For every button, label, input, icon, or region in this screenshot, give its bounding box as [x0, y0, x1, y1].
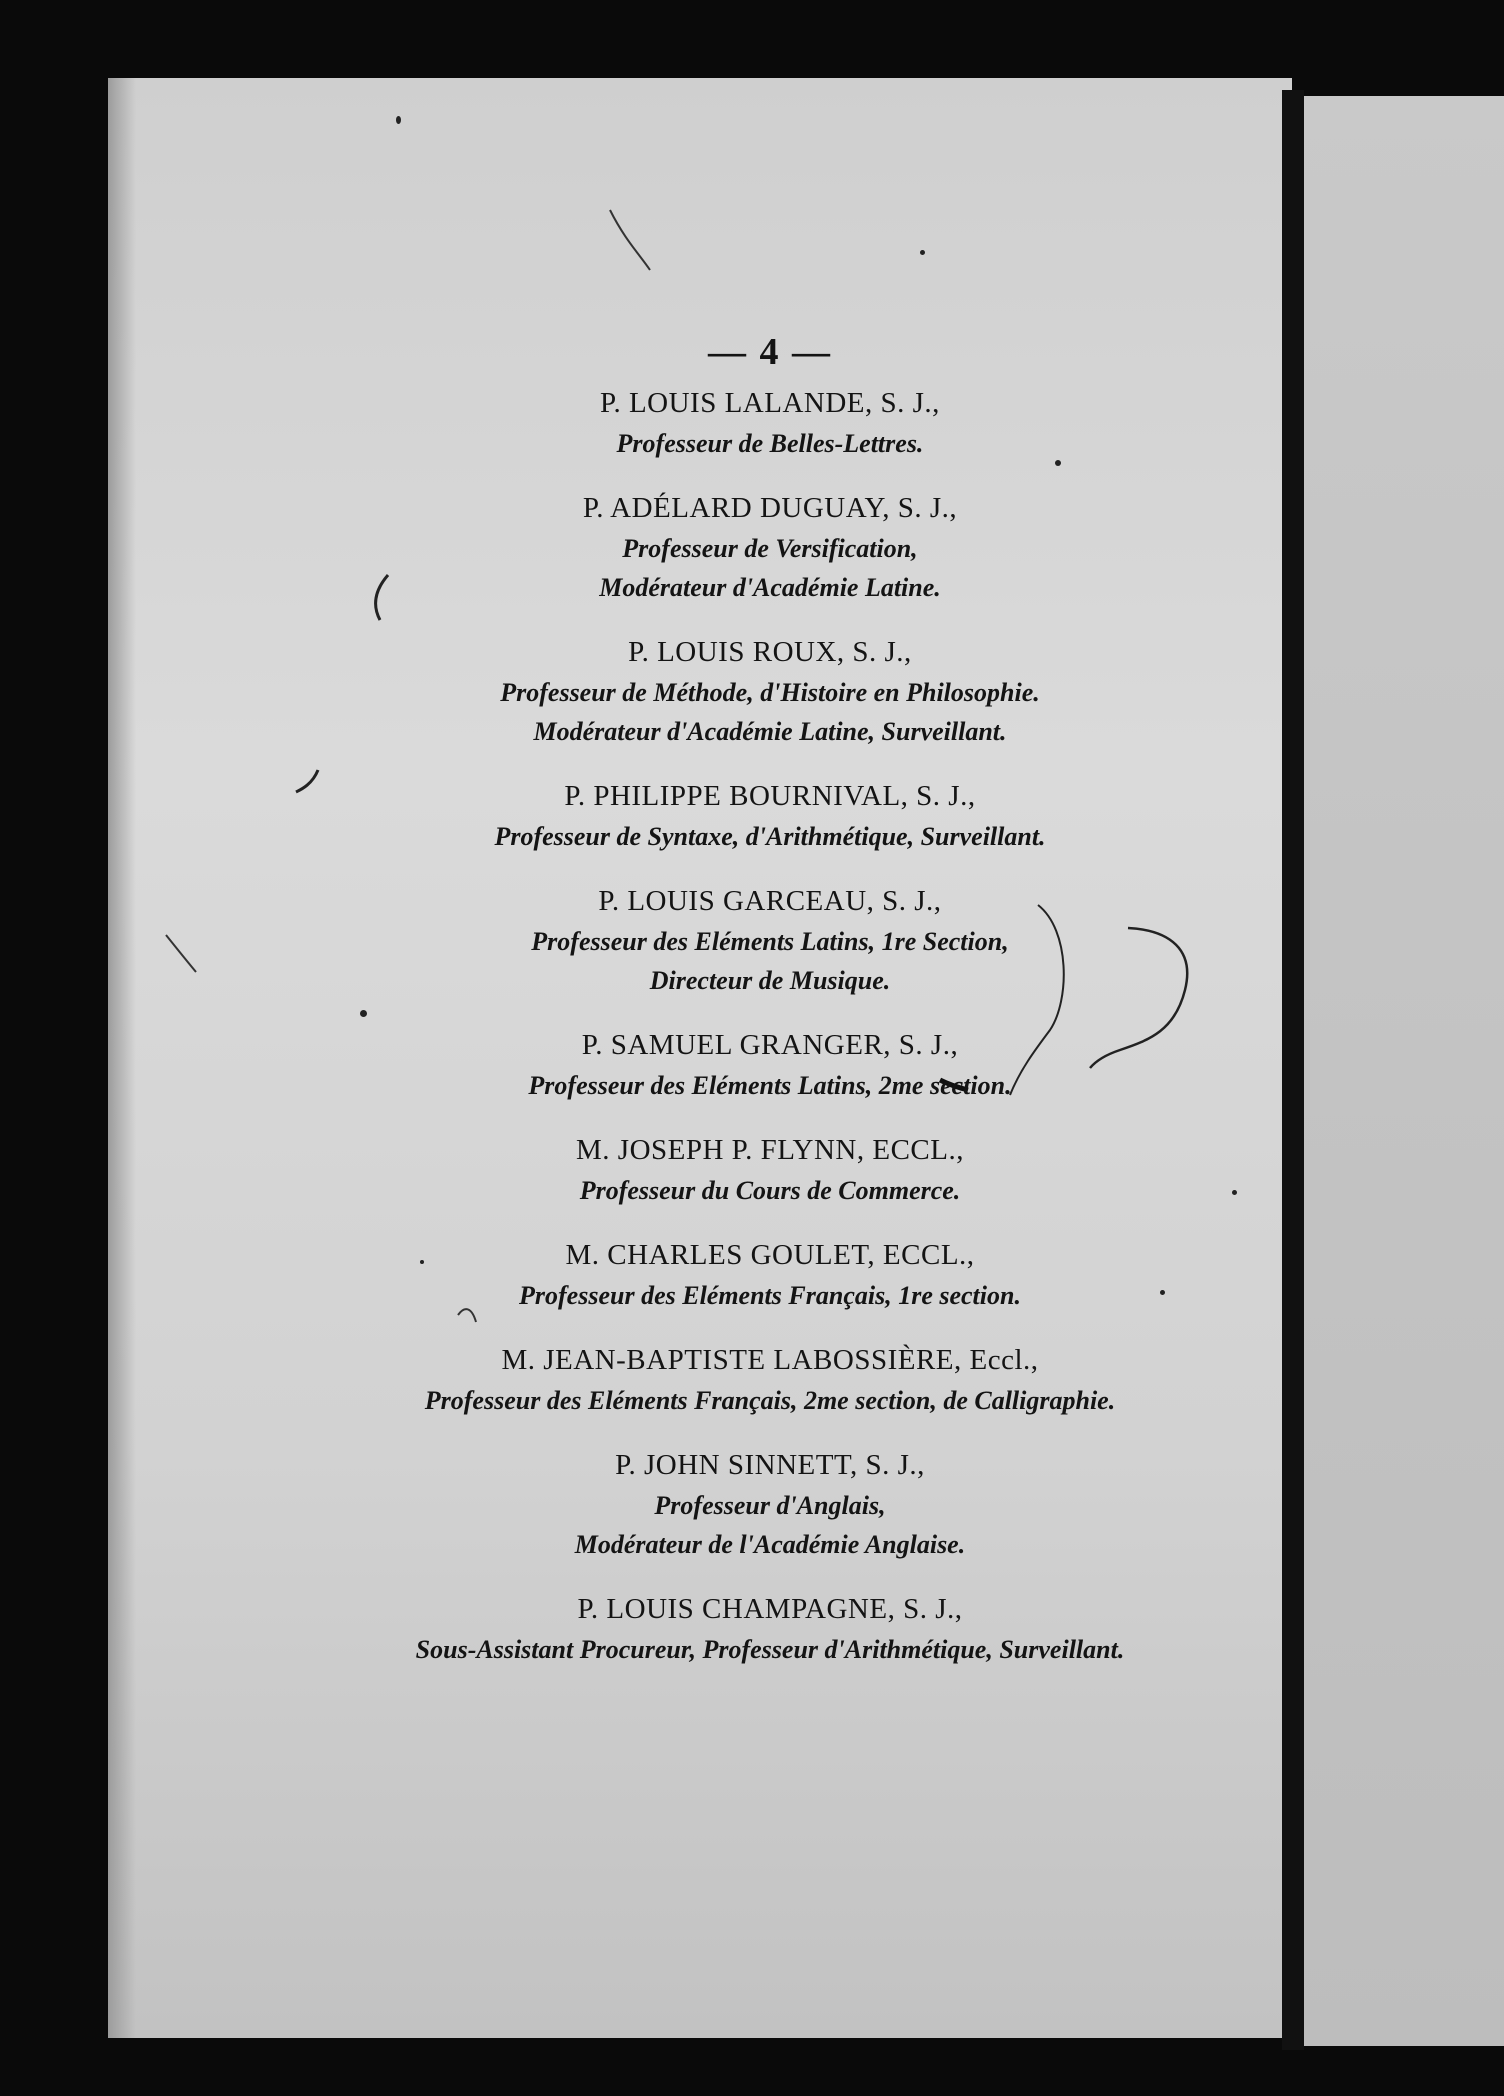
staff-entry — [300, 880, 1240, 1000]
staff-role: Sous-Assistant Procureur, Professeur d'Arithmétique, Surveillant. — [415, 1635, 1125, 1664]
staff-entry — [300, 1588, 1240, 1669]
staff-role: Professeur des Eléments Français, 2me section, de Calligraphie. — [424, 1386, 1116, 1415]
staff-entry — [300, 382, 1240, 463]
staff-role: Professeur des Eléments Français, 1re section. — [519, 1281, 1021, 1310]
staff-name: P. PHILIPPE BOURNIVAL, S. J., — [564, 780, 976, 812]
staff-entry — [300, 1129, 1240, 1210]
staff-name: P. SAMUEL GRANGER, S. J., — [581, 1029, 959, 1061]
staff-name: P. LOUIS CHAMPAGNE, S. J., — [577, 1593, 963, 1625]
staff-role: Directeur de Musique. — [649, 966, 891, 995]
staff-name: P. ADÉLARD DUGUAY, S. J., — [582, 492, 958, 524]
staff-name: P. LOUIS ROUX, S. J., — [628, 636, 912, 668]
staff-list — [300, 330, 1240, 1689]
staff-role: Professeur de Versification, — [622, 534, 918, 563]
staff-entry — [300, 1024, 1240, 1105]
staff-entry — [300, 1444, 1240, 1564]
staff-role: Professeur de Belles-Lettres. — [616, 429, 924, 458]
staff-entry — [300, 1234, 1240, 1315]
staff-role: Modérateur d'Académie Latine, Surveillant. — [533, 717, 1007, 746]
staff-name: M. JEAN-BAPTISTE LABOSSIÈRE, Eccl., — [501, 1344, 1039, 1376]
staff-role: Professeur d'Anglais, — [654, 1491, 886, 1520]
staff-entry — [300, 631, 1240, 751]
staff-entry — [300, 487, 1240, 607]
staff-name: M. CHARLES GOULET, ECCL., — [565, 1239, 975, 1271]
staff-entry — [300, 775, 1240, 856]
staff-name: P. LOUIS LALANDE, S. J., — [600, 387, 940, 419]
staff-role: Professeur des Eléments Latins, 1re Section, — [531, 927, 1009, 956]
staff-entry — [300, 1339, 1240, 1420]
staff-role: Professeur du Cours de Commerce. — [579, 1176, 961, 1205]
staff-name: P. LOUIS GARCEAU, S. J., — [598, 885, 942, 917]
staff-role: Modérateur d'Académie Latine. — [599, 573, 941, 602]
staff-role: Modérateur de l'Académie Anglaise. — [574, 1530, 966, 1559]
staff-name: M. JOSEPH P. FLYNN, ECCL., — [576, 1134, 964, 1166]
staff-role: Professeur de Syntaxe, d'Arithmétique, Surveillant. — [494, 822, 1046, 851]
staff-role: Professeur de Méthode, d'Histoire en Philosophie. — [500, 678, 1040, 707]
page-number: — 4 — — [708, 331, 832, 373]
staff-name: P. JOHN SINNETT, S. J., — [615, 1449, 925, 1481]
staff-role: Professeur des Eléments Latins, 2me section. — [528, 1071, 1012, 1100]
